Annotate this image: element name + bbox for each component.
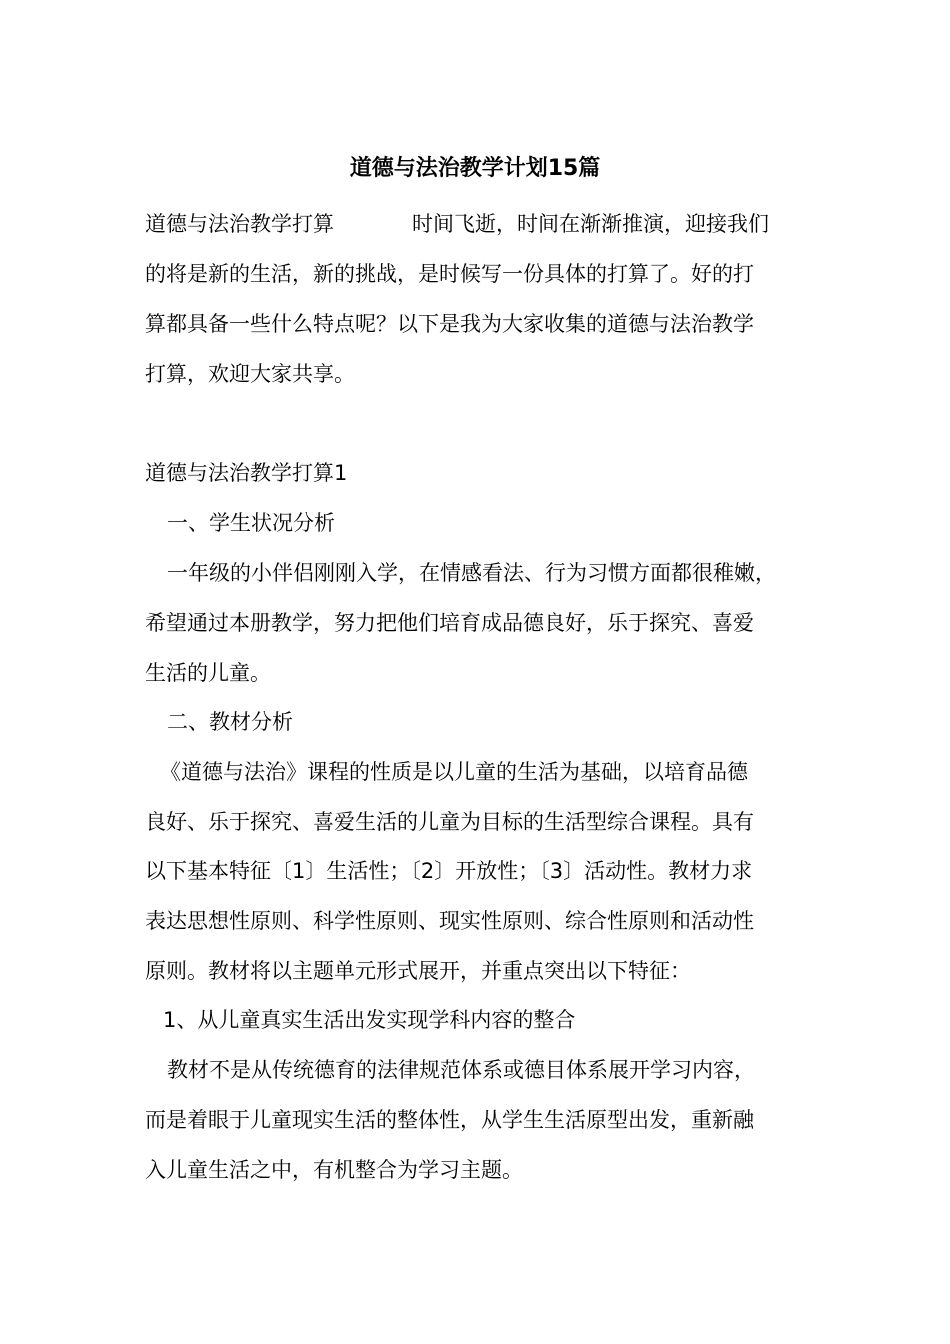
para-2-line-5: 原则。教材将以主题单元形式展开，并重点突出以下特征： <box>145 959 691 983</box>
para-2-line-4: 表达思想性原则、科学性原则、现实性原则、综合性原则和活动性 <box>145 909 754 933</box>
para-3-line-1: 教材不是从传统德育的法律规范体系或德目体系展开学习内容， <box>167 1058 755 1082</box>
intro-line-4: 打算，欢迎大家共享。 <box>145 362 355 386</box>
para-1-line-3: 生活的儿童。 <box>145 661 271 685</box>
intro-line-3: 算都具备一些什么特点呢？以下是我为大家收集的道德与法治教学 <box>145 312 754 336</box>
intro-line-1 <box>145 209 769 239</box>
para-1-line-1: 一年级的小伴侣刚刚入学，在情感看法、行为习惯方面都很稚嫩， <box>167 561 776 585</box>
document-title: 道德与法治教学计划15篇 <box>349 156 601 181</box>
para-3-line-2: 而是着眼于儿童现实生活的整体性，从学生生活原型出发，重新融 <box>145 1108 754 1132</box>
intro-label: 道德与法治教学打算 <box>145 212 334 236</box>
para-3-line-3: 入儿童生活之中，有机整合为学习主题。 <box>145 1158 523 1182</box>
intro-line-2: 的将是新的生活，新的挑战，是时候写一份具体的打算了。好的打 <box>145 262 754 286</box>
para-2-line-2: 良好、乐于探究、喜爱生活的儿童为目标的生活型综合课程。具有 <box>145 810 754 834</box>
para-1-line-2: 希望通过本册教学，努力把他们培育成品德良好，乐于探究、喜爱 <box>145 611 754 635</box>
heading-student-analysis: 一、学生状况分析 <box>167 511 335 535</box>
para-2-line-1: 《道德与法治》课程的性质是以儿童的生活为基础，以培育品德 <box>160 760 748 784</box>
heading-feature-1: 1、从儿童真实生活出发实现学科内容的整合 <box>163 1008 576 1032</box>
section-heading: 道德与法治教学打算1 <box>145 461 348 485</box>
para-2-line-3: 以下基本特征〔1〕生活性；〔2〕开放性；〔3〕活动性。教材力求 <box>145 859 753 883</box>
heading-textbook-analysis: 二、教材分析 <box>167 710 293 734</box>
intro-text: 时间飞逝，时间在渐渐推演，迎接我们 <box>412 212 769 236</box>
